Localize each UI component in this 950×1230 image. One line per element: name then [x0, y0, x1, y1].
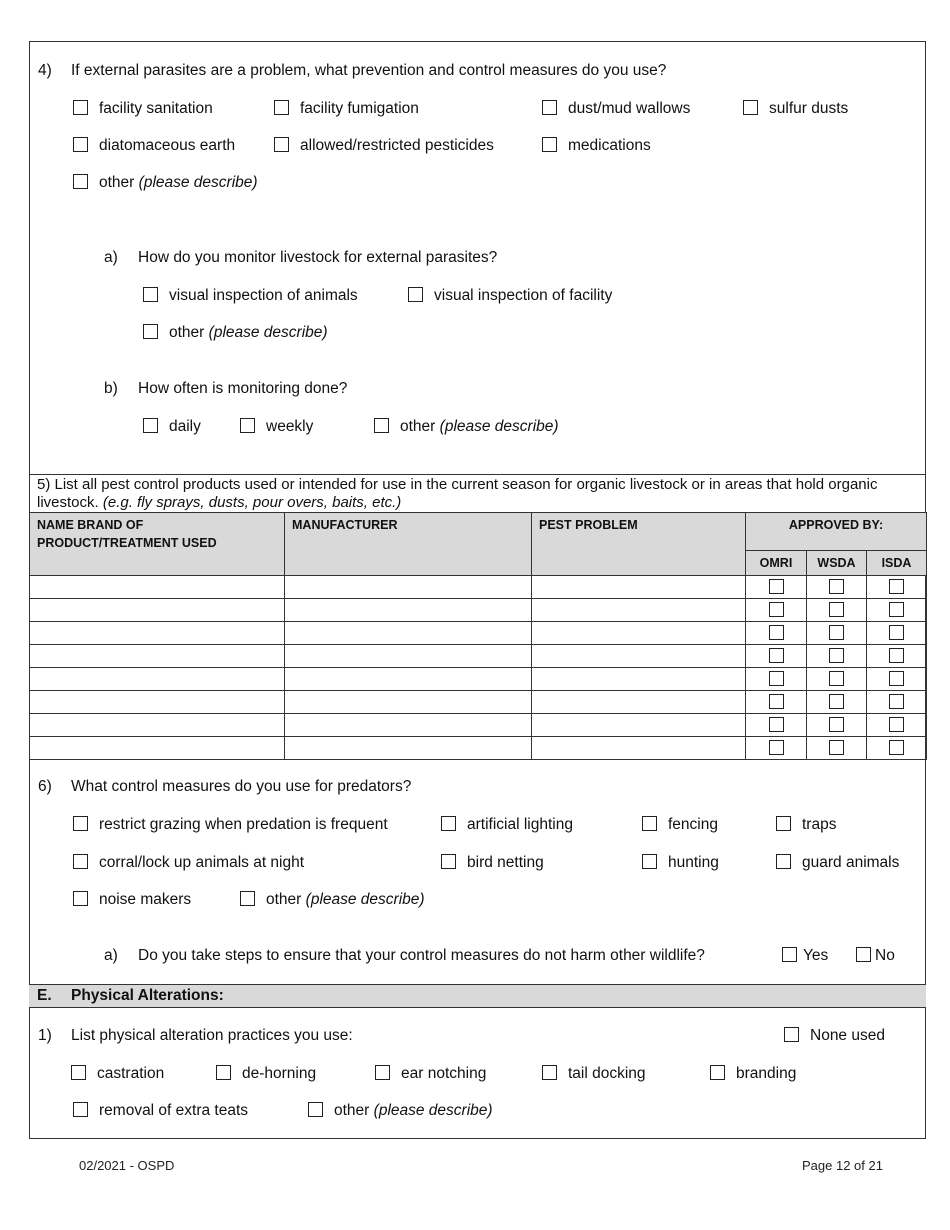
col-header-approved-by: APPROVED BY:: [746, 513, 927, 551]
q6a-no[interactable]: No: [856, 947, 895, 965]
q4a-option-animals[interactable]: visual inspection of animals: [143, 287, 358, 305]
table-row: [30, 645, 927, 668]
wsda-cell: [807, 622, 867, 645]
e1-option-branding[interactable]: branding: [710, 1065, 796, 1083]
name-cell[interactable]: [30, 737, 285, 760]
isda-cell: [867, 668, 927, 691]
checkbox[interactable]: [441, 816, 456, 831]
isda-checkbox[interactable]: [889, 602, 904, 617]
section-e-header: [29, 984, 926, 1008]
wsda-checkbox[interactable]: [829, 740, 844, 755]
e1-none-used[interactable]: None used: [784, 1027, 885, 1045]
q6a-yes[interactable]: Yes: [782, 947, 828, 965]
checkbox[interactable]: [73, 174, 88, 189]
isda-cell: [867, 622, 927, 645]
e1-option-removal-extra-teats[interactable]: removal of extra teats: [73, 1102, 248, 1120]
wsda-checkbox[interactable]: [829, 625, 844, 640]
checkbox[interactable]: [216, 1065, 231, 1080]
checkbox[interactable]: [240, 891, 255, 906]
omri-cell: [746, 737, 807, 760]
pest-problem-cell[interactable]: [532, 622, 746, 645]
col-header-manufacturer: MANUFACTURER: [285, 513, 532, 576]
col-header-omri: OMRI: [746, 551, 807, 576]
col-header-pest-problem: PEST PROBLEM: [532, 513, 746, 576]
e1-option-de-horning[interactable]: de-horning: [216, 1065, 316, 1083]
col-header-isda: ISDA: [867, 551, 927, 576]
e1-question: List physical alteration practices you use:: [71, 1027, 353, 1044]
q4-option-facility-fumigation[interactable]: facility fumigation: [274, 100, 419, 118]
checkbox[interactable]: [73, 100, 88, 115]
q6-question: What control measures do you use for predators?: [71, 778, 412, 795]
checkbox[interactable]: [642, 816, 657, 831]
manufacturer-cell[interactable]: [285, 576, 532, 599]
divider: [29, 474, 926, 475]
table-row: [30, 691, 927, 714]
pest-problem-cell[interactable]: [532, 576, 746, 599]
q6-option-restrict-grazing[interactable]: restrict grazing when predation is frequent: [73, 816, 388, 834]
checkbox[interactable]: [710, 1065, 725, 1080]
checkbox[interactable]: [308, 1102, 323, 1117]
q6-option-guard-animals[interactable]: guard animals: [776, 854, 899, 872]
q6-option-noise-makers[interactable]: noise makers: [73, 891, 191, 909]
table-row: [30, 668, 927, 691]
name-cell[interactable]: [30, 599, 285, 622]
q4b-option-other[interactable]: other (please describe): [374, 418, 559, 436]
e1-option-other[interactable]: other (please describe): [308, 1102, 493, 1120]
q6-option-fencing[interactable]: fencing: [642, 816, 718, 834]
wsda-checkbox[interactable]: [829, 602, 844, 617]
q6-number: 6): [38, 778, 52, 795]
checkbox[interactable]: [240, 418, 255, 433]
isda-cell: [867, 714, 927, 737]
q4-option-diatomaceous-earth[interactable]: diatomaceous earth: [73, 137, 235, 155]
omri-checkbox[interactable]: [769, 740, 784, 755]
checkbox[interactable]: [542, 1065, 557, 1080]
omri-cell: [746, 599, 807, 622]
checkbox[interactable]: [73, 137, 88, 152]
pest-problem-cell[interactable]: [532, 599, 746, 622]
table-row: [30, 622, 927, 645]
checkbox[interactable]: [374, 418, 389, 433]
name-cell[interactable]: [30, 691, 285, 714]
q4b-letter: b): [104, 380, 118, 397]
wsda-cell: [807, 599, 867, 622]
omri-cell: [746, 714, 807, 737]
section-e-letter: E.: [37, 987, 52, 1004]
wsda-checkbox[interactable]: [829, 579, 844, 594]
q6-option-other[interactable]: other (please describe): [240, 891, 425, 909]
omri-cell: [746, 691, 807, 714]
wsda-cell: [807, 691, 867, 714]
isda-cell: [867, 576, 927, 599]
e1-option-castration[interactable]: castration: [71, 1065, 164, 1083]
q4-number: 4): [38, 62, 52, 79]
checkbox[interactable]: [73, 854, 88, 869]
wsda-checkbox[interactable]: [829, 694, 844, 709]
checkbox[interactable]: [143, 324, 158, 339]
table-row: [30, 576, 927, 599]
omri-checkbox[interactable]: [769, 579, 784, 594]
q4a-letter: a): [104, 249, 118, 266]
omri-checkbox[interactable]: [769, 717, 784, 732]
table-row: [30, 737, 927, 760]
checkbox[interactable]: [73, 1102, 88, 1117]
wsda-cell: [807, 576, 867, 599]
checkbox[interactable]: [776, 816, 791, 831]
e1-option-ear-notching[interactable]: ear notching: [375, 1065, 486, 1083]
omri-cell: [746, 576, 807, 599]
table-row: [30, 714, 927, 737]
checkbox[interactable]: [542, 100, 557, 115]
q4b-question: How often is monitoring done?: [138, 380, 348, 397]
name-cell[interactable]: [30, 645, 285, 668]
q6-option-corral[interactable]: corral/lock up animals at night: [73, 854, 304, 872]
isda-cell: [867, 645, 927, 668]
q4a-question: How do you monitor livestock for external parasites?: [138, 249, 498, 266]
isda-checkbox[interactable]: [889, 625, 904, 640]
checkbox[interactable]: [274, 100, 289, 115]
wsda-cell: [807, 714, 867, 737]
checkbox[interactable]: [73, 891, 88, 906]
checkbox[interactable]: [143, 418, 158, 433]
omri-checkbox[interactable]: [769, 694, 784, 709]
manufacturer-cell[interactable]: [285, 599, 532, 622]
q4-option-sulfur-dusts[interactable]: sulfur dusts: [743, 100, 848, 118]
col-header-name: NAME BRAND OF PRODUCT/TREATMENT USED: [30, 513, 285, 576]
manufacturer-cell[interactable]: [285, 622, 532, 645]
q6-option-artificial-lighting[interactable]: artificial lighting: [441, 816, 573, 834]
q6-option-traps[interactable]: traps: [776, 816, 836, 834]
checkbox[interactable]: [743, 100, 758, 115]
footer-form-id: 02/2021 - OSPD: [79, 1158, 175, 1173]
e1-option-tail-docking[interactable]: tail docking: [542, 1065, 646, 1083]
e1-number: 1): [38, 1027, 52, 1044]
manufacturer-cell[interactable]: [285, 714, 532, 737]
name-cell[interactable]: [30, 714, 285, 737]
isda-checkbox[interactable]: [889, 717, 904, 732]
isda-checkbox[interactable]: [889, 671, 904, 686]
q4-option-pesticides[interactable]: allowed/restricted pesticides: [274, 137, 494, 155]
q4a-option-other[interactable]: other (please describe): [143, 324, 328, 342]
manufacturer-cell[interactable]: [285, 668, 532, 691]
wsda-cell: [807, 645, 867, 668]
name-cell[interactable]: [30, 668, 285, 691]
checkbox[interactable]: [143, 287, 158, 302]
omri-cell: [746, 622, 807, 645]
footer-page-number: Page 12 of 21: [802, 1158, 883, 1173]
pest-problem-cell[interactable]: [532, 668, 746, 691]
isda-checkbox[interactable]: [889, 648, 904, 663]
pest-problem-cell[interactable]: [532, 714, 746, 737]
isda-checkbox[interactable]: [889, 740, 904, 755]
pest-products-table: [29, 512, 927, 760]
omri-checkbox[interactable]: [769, 671, 784, 686]
checkbox[interactable]: [784, 1027, 799, 1042]
section-e-title: Physical Alterations:: [71, 987, 224, 1004]
q6-option-hunting[interactable]: hunting: [642, 854, 719, 872]
wsda-cell: [807, 668, 867, 691]
checkbox[interactable]: [375, 1065, 390, 1080]
omri-cell: [746, 645, 807, 668]
checkbox[interactable]: [71, 1065, 86, 1080]
omri-checkbox[interactable]: [769, 648, 784, 663]
q6a-question: Do you take steps to ensure that your control measures do not harm other wildlife?: [138, 947, 705, 964]
pest-problem-cell[interactable]: [532, 737, 746, 760]
q4a-option-facility[interactable]: visual inspection of facility: [408, 287, 612, 305]
q4b-option-weekly[interactable]: weekly: [240, 418, 313, 436]
isda-cell: [867, 691, 927, 714]
omri-checkbox[interactable]: [769, 602, 784, 617]
name-cell[interactable]: [30, 576, 285, 599]
wsda-cell: [807, 737, 867, 760]
checkbox[interactable]: [856, 947, 871, 962]
table-row: [30, 599, 927, 622]
checkbox[interactable]: [642, 854, 657, 869]
omri-cell: [746, 668, 807, 691]
checkbox[interactable]: [274, 137, 289, 152]
wsda-checkbox[interactable]: [829, 671, 844, 686]
checkbox[interactable]: [408, 287, 423, 302]
q4-question: If external parasites are a problem, what prevention and control measures do you use?: [71, 62, 667, 79]
isda-checkbox[interactable]: [889, 579, 904, 594]
q6a-letter: a): [104, 947, 118, 964]
manufacturer-cell[interactable]: [285, 737, 532, 760]
isda-cell: [867, 737, 927, 760]
q6-option-bird-netting[interactable]: bird netting: [441, 854, 544, 872]
q4-option-medications[interactable]: medications: [542, 137, 651, 155]
omri-checkbox[interactable]: [769, 625, 784, 640]
q5-text: 5) List all pest control products used or intended for use in the current season for organic livestock or in areas that hold organic livestock. (e.g. fly sprays, dusts, pour overs, baits, etc.): [37, 476, 878, 511]
q4b-option-daily[interactable]: daily: [143, 418, 201, 436]
wsda-checkbox[interactable]: [829, 717, 844, 732]
pest-problem-cell[interactable]: [532, 691, 746, 714]
checkbox[interactable]: [782, 947, 797, 962]
manufacturer-cell[interactable]: [285, 645, 532, 668]
q4-option-other[interactable]: other (please describe): [73, 174, 258, 192]
col-header-wsda: WSDA: [807, 551, 867, 576]
name-cell[interactable]: [30, 622, 285, 645]
q4-option-dust-mud-wallows[interactable]: dust/mud wallows: [542, 100, 690, 118]
q4-option-facility-sanitation[interactable]: facility sanitation: [73, 100, 213, 118]
checkbox[interactable]: [73, 816, 88, 831]
pest-problem-cell[interactable]: [532, 645, 746, 668]
isda-checkbox[interactable]: [889, 694, 904, 709]
checkbox[interactable]: [776, 854, 791, 869]
checkbox[interactable]: [542, 137, 557, 152]
wsda-checkbox[interactable]: [829, 648, 844, 663]
checkbox[interactable]: [441, 854, 456, 869]
isda-cell: [867, 599, 927, 622]
manufacturer-cell[interactable]: [285, 691, 532, 714]
